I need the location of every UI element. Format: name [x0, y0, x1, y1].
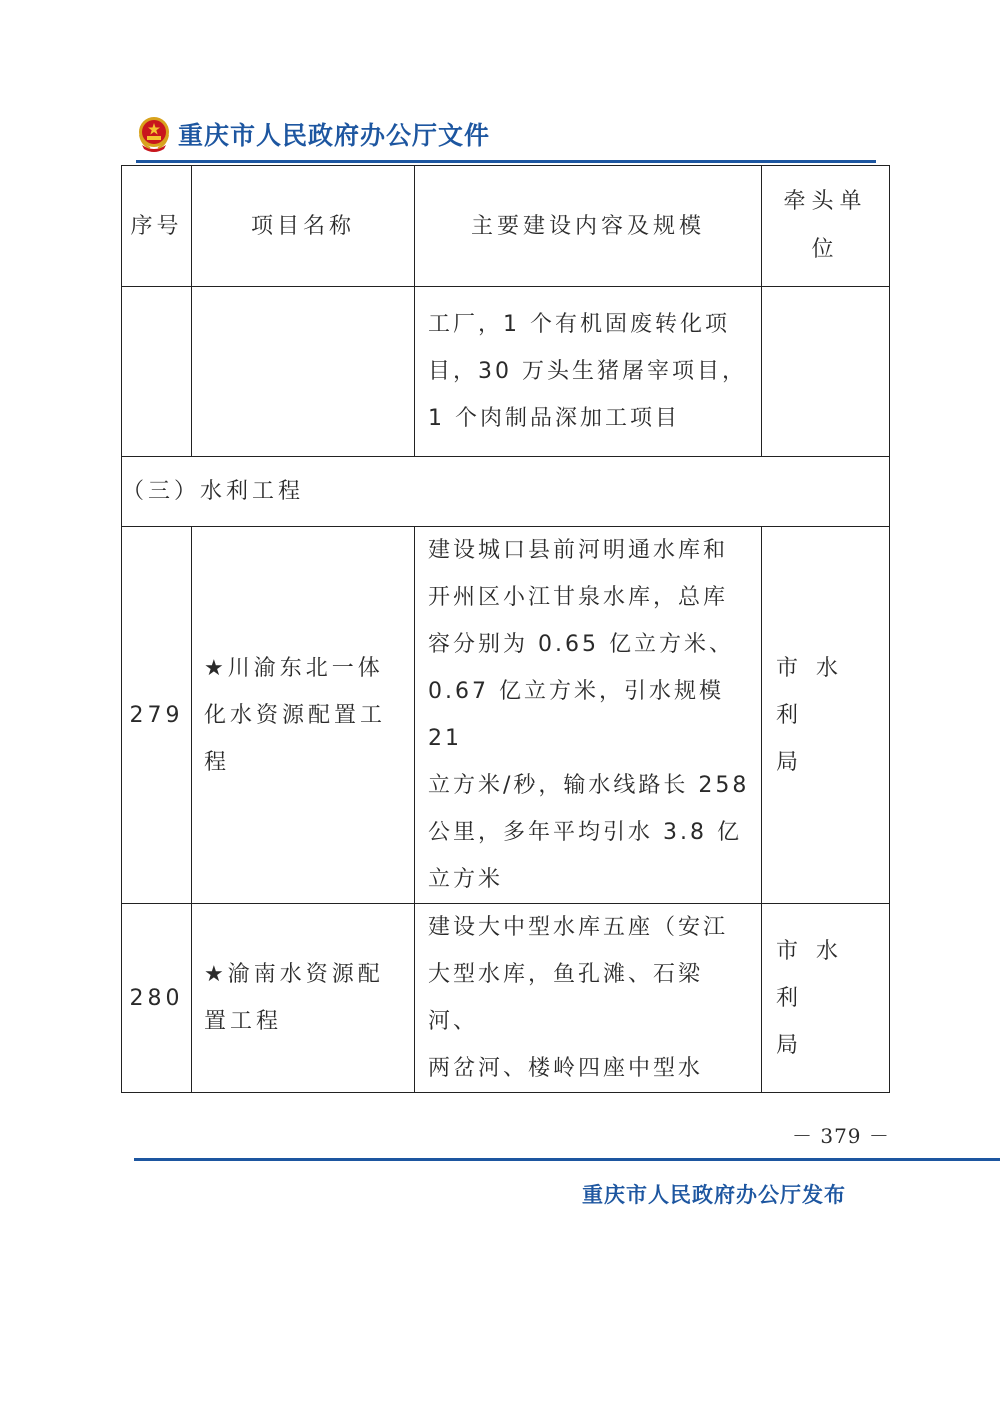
- table-row: [122, 904, 890, 1093]
- name-line: ★川渝东北一体: [204, 655, 384, 681]
- content-line: 容分别为 0.65 亿立方米、: [428, 632, 734, 657]
- content-line: 立方米: [428, 867, 504, 892]
- content-line: 两岔河、楼岭四座中型水: [428, 1056, 704, 1081]
- header-seq: 序号: [122, 166, 192, 287]
- table-header-row: [122, 166, 890, 287]
- content-line: 目，30 万头生猪屠宰项目，: [428, 359, 747, 384]
- cell-unit: [762, 904, 890, 1093]
- content-line: 1 个肉制品深加工项目: [428, 406, 680, 431]
- national-emblem-icon: [136, 115, 172, 153]
- header-unit: [762, 166, 890, 287]
- content-line: 大型水库，鱼孔滩、石梁河、: [428, 962, 704, 1034]
- document-header: [136, 112, 490, 156]
- name-line: 程: [204, 749, 231, 775]
- content-line: 建设大中型水库五座（安江: [428, 915, 729, 940]
- name-line: 化水资源配置工: [204, 702, 387, 728]
- cell-unit: [762, 287, 890, 457]
- unit-line: 市水利: [776, 655, 857, 728]
- name-line: 置工程: [204, 1009, 283, 1034]
- name-line: ★渝南水资源配: [204, 962, 384, 987]
- content-line: 公里，多年平均引水 3.8 亿: [428, 820, 742, 845]
- cell-seq: [122, 287, 192, 457]
- cell-content: [415, 527, 762, 904]
- footer-publisher: 重庆市人民政府办公厅发布: [582, 1182, 846, 1207]
- content-line: 建设城口县前河明通水库和: [428, 538, 729, 563]
- footer-divider: [134, 1158, 1000, 1161]
- section-title: （三）水利工程: [122, 457, 890, 527]
- cell-name: [192, 527, 415, 904]
- cell-seq: 279: [122, 527, 192, 904]
- content-line: 立方米/秒，输水线路长 258: [428, 773, 750, 798]
- section-row: [122, 457, 890, 527]
- header-divider: [136, 160, 876, 163]
- cell-unit: [762, 527, 890, 904]
- table-row-continuation: [122, 287, 890, 457]
- unit-line: 局: [776, 749, 803, 775]
- page-number: － 379 －: [792, 1124, 890, 1148]
- content-line: 工厂，1 个有机固废转化项: [428, 312, 730, 337]
- project-table: [121, 165, 890, 1093]
- cell-name: [192, 287, 415, 457]
- unit-line: 局: [776, 1032, 803, 1058]
- header-unit-line: 位: [811, 237, 840, 262]
- header-unit-line: 牵头单: [783, 189, 868, 214]
- unit-line: 市水利: [776, 938, 857, 1011]
- cell-seq: 280: [122, 904, 192, 1093]
- table-row: [122, 527, 890, 904]
- header-content: 主要建设内容及规模: [415, 166, 762, 287]
- cell-content: [415, 287, 762, 457]
- cell-name: [192, 904, 415, 1093]
- cell-content: [415, 904, 762, 1093]
- document-header-title: 重庆市人民政府办公厅文件: [178, 121, 491, 150]
- content-line: 开州区小江甘泉水库，总库: [428, 585, 729, 610]
- content-line: 0.67 亿立方米，引水规模 21: [428, 679, 724, 751]
- header-name: 项目名称: [192, 166, 415, 287]
